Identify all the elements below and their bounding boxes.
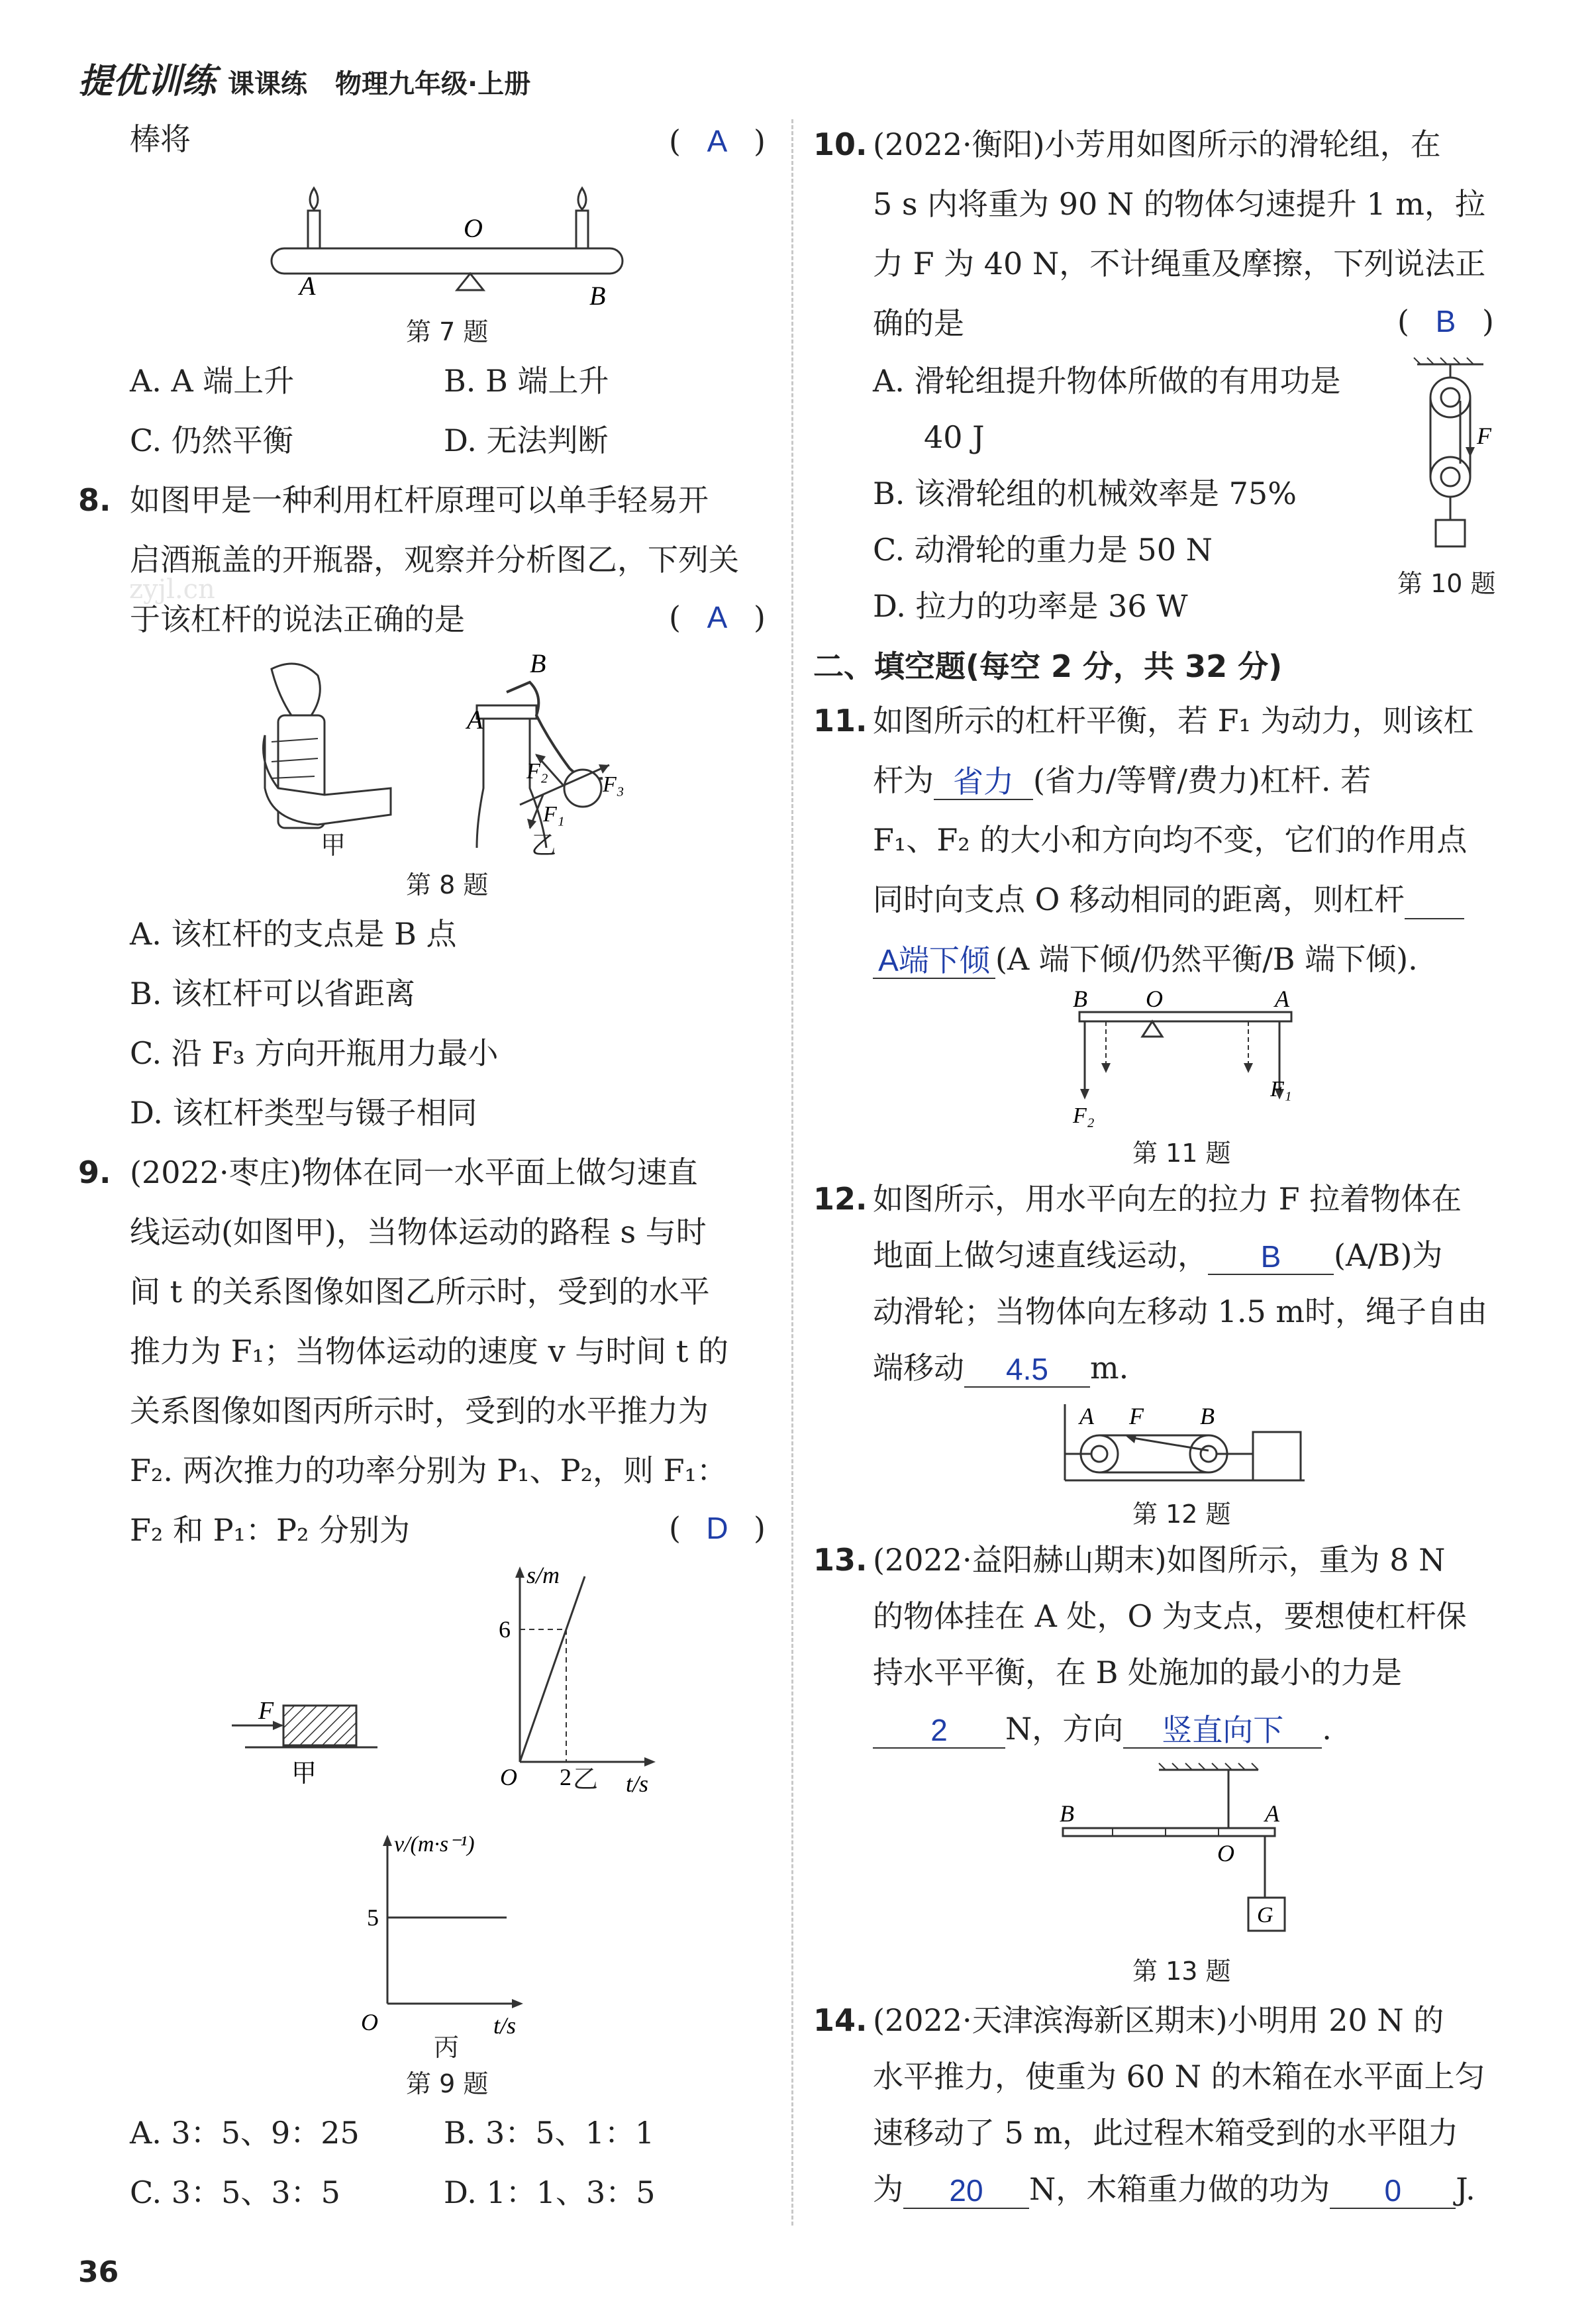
q8-answer-value: A [707, 600, 728, 635]
q14-blank-2[interactable]: 0 [1330, 2173, 1456, 2209]
q10-number: 10. [813, 127, 868, 162]
q10-answer-value: B [1435, 304, 1456, 338]
q8-stem-line: 如图甲是一种利用杠杆原理可以单手轻易开 [130, 482, 709, 518]
q9-jia-label: 甲 [291, 1760, 317, 1788]
bing-y-axis-label: v/(m·s⁻¹) [394, 1832, 475, 1857]
q7-answer-value: A [707, 124, 728, 158]
q14-stem-line: 速移动了 5 m，此过程木箱受到的水平阻力 [873, 2115, 1459, 2151]
q11-stem-line [873, 760, 1371, 800]
q11-stem-line [873, 939, 1418, 979]
q10-option-b: B. 该滑轮组的机械效率是 75% [873, 476, 1297, 511]
q7-answer: ( A ) [669, 123, 766, 159]
q14-text: J. [1456, 2171, 1475, 2207]
q9-stem-line: 推力为 F₁；当物体运动的速度 v 与时间 t 的 [130, 1333, 728, 1369]
q9-stem-line: F₂ 和 P₁：P₂ 分别为 [130, 1512, 411, 1548]
q12-stem-line [873, 1348, 1128, 1388]
q8-label-B: B [530, 648, 546, 678]
q9-answer-value: D [706, 1511, 728, 1545]
q8-number: 8. [78, 482, 111, 518]
watermark: zyjl.cn [129, 574, 215, 605]
q9-number: 9. [78, 1154, 111, 1190]
q13-blank-2[interactable]: 竖直向下 [1123, 1713, 1322, 1749]
q10-option-a: A. 滑轮组提升物体所做的有用功是 [873, 363, 1341, 399]
q9-stem-line: 间 t 的关系图像如图乙所示时，受到的水平 [130, 1274, 710, 1309]
q11-label-A: A [1275, 986, 1289, 1012]
q8-stem-line: 于该杠杆的说法正确的是 [130, 601, 465, 637]
q7-label-B: B [589, 281, 606, 311]
q10-figure [1411, 358, 1523, 563]
q10-stem-line: 确的是 [873, 305, 964, 341]
q12-stem-line [873, 1235, 1442, 1275]
q11-caption: 第 11 题 [1132, 1139, 1231, 1168]
q9-stem-line: F₂. 两次推力的功率分别为 P₁、P₂，则 F₁： [130, 1453, 727, 1488]
column-divider [791, 119, 793, 2226]
q13-stem-line: (2022·益阳赫山期末)如图所示，重为 8 N [873, 1542, 1446, 1578]
q9-chart-bing [358, 1825, 570, 2037]
q12-label-A: A [1079, 1403, 1094, 1429]
yi-y-tick: 6 [499, 1616, 511, 1643]
q7-figure [265, 179, 636, 318]
q8-option-d: D. 该杠杆类型与镊子相同 [130, 1095, 477, 1131]
q9-jia-force-label: F [258, 1697, 274, 1725]
q13-text: N，方向 [1005, 1711, 1124, 1747]
bing-origin: O [361, 2009, 378, 2035]
q9-bing-label: 丙 [434, 2033, 460, 2062]
section-heading [813, 642, 1282, 686]
q11-label-B: B [1073, 986, 1087, 1012]
q8-label-F3: F₃ [603, 772, 624, 797]
q7-label-O: O [464, 213, 483, 243]
q8-label-A: A [467, 705, 483, 735]
q11-blank-2[interactable]: A端下倾 [873, 943, 995, 979]
q8-option-a: A. 该杠杆的支点是 B 点 [130, 916, 457, 952]
q11-label-O: O [1146, 986, 1163, 1012]
q9-stem-line: 关系图像如图丙所示时，受到的水平推力为 [130, 1393, 709, 1429]
q11-text: (省力/等臂/费力)杠杆. 若 [1033, 762, 1372, 798]
yi-series-line [520, 1576, 585, 1762]
q13-figure [1060, 1762, 1311, 1954]
q9-answer: ( D ) [669, 1510, 766, 1546]
q12-caption: 第 12 题 [1132, 1500, 1231, 1529]
q10-force-label: F [1477, 423, 1491, 449]
q8-caption: 第 8 题 [406, 870, 489, 899]
q10-option-d: D. 拉力的功率是 36 W [873, 588, 1188, 624]
q12-stem-line: 如图所示，用水平向左的拉力 F 拉着物体在 [873, 1181, 1462, 1217]
q12-text: (A/B)为 [1334, 1237, 1443, 1273]
q11-figure [1060, 987, 1318, 1133]
yi-origin: O [500, 1764, 517, 1790]
q13-blank-1[interactable]: 2 [873, 1713, 1005, 1749]
q12-label-B: B [1200, 1403, 1215, 1429]
q13-caption: 第 13 题 [1132, 1957, 1231, 1986]
q10-stem-line: 5 s 内将重为 90 N 的物体匀速提升 1 m，拉 [873, 186, 1485, 222]
q7-label-A: A [299, 271, 316, 301]
q8-subcaption-jia: 甲 [321, 831, 346, 860]
q11-text: 杆为 [873, 762, 934, 798]
q14-stem-line: (2022·天津滨海新区期末)小明用 20 N 的 [873, 2002, 1444, 2038]
book-title: 物理九年级·上册 [335, 69, 531, 99]
yi-x-axis-label: t/s [626, 1770, 649, 1797]
q13-label-O: O [1217, 1840, 1234, 1867]
q12-figure [1060, 1398, 1311, 1497]
q11-number: 11. [813, 703, 868, 739]
series-name: 课课练 [228, 69, 308, 99]
q12-stem-line: 动滑轮；当物体向左移动 1.5 m时，绳子自由 [873, 1294, 1488, 1329]
q8-subcaption-yi: 乙 [531, 831, 557, 860]
q10-stem-line: (2022·衡阳)小芳用如图所示的滑轮组，在 [873, 127, 1441, 162]
q12-text: m. [1090, 1350, 1129, 1386]
q11-stem-line: 如图所示的杠杆平衡，若 F₁ 为动力，则该杠 [873, 703, 1474, 739]
q13-label-B: B [1060, 1800, 1074, 1827]
q9-yi-label: 乙 [573, 1765, 599, 1794]
q8-option-c: C. 沿 F₃ 方向开瓶用力最小 [130, 1035, 499, 1071]
q12-blank-2[interactable]: 4.5 [964, 1352, 1090, 1388]
bing-x-axis-label: t/s [493, 2012, 517, 2039]
q13-stem-line: 持水平平衡，在 B 处施加的最小的力是 [873, 1655, 1403, 1690]
page-header [78, 53, 530, 103]
q9-option-b: B. 3：5、1：1 [444, 2115, 655, 2151]
q12-text: 地面上做匀速直线运动， [873, 1237, 1208, 1273]
q13-stem-line [873, 1709, 1332, 1749]
q11-text: (A 端下倾/仍然平衡/B 端下倾). [995, 941, 1418, 977]
q7-option-b: B. B 端上升 [444, 363, 609, 399]
section-title: 二、填空题(每空 2 分，共 32 分) [813, 648, 1283, 684]
yi-x-tick: 2 [560, 1764, 572, 1790]
q7-option-d: D. 无法判断 [444, 423, 609, 458]
yi-y-axis-label: s/m [526, 1562, 560, 1588]
q9-option-a: A. 3：5、9：25 [130, 2115, 360, 2151]
q12-blank-1[interactable]: B [1208, 1239, 1334, 1275]
q7-caption: 第 7 题 [406, 317, 489, 346]
q10-caption: 第 10 题 [1397, 569, 1496, 598]
q14-text: N，木箱重力做的功为 [1029, 2171, 1330, 2207]
q8-option-b: B. 该杠杆可以省距离 [130, 976, 416, 1011]
q11-label-F2: F₂ [1073, 1103, 1095, 1128]
q9-caption: 第 9 题 [406, 2069, 489, 2098]
q14-number: 14. [813, 2002, 868, 2038]
q14-blank-1[interactable]: 20 [903, 2173, 1029, 2209]
q9-fig-jia [225, 1696, 377, 1788]
q7-option-c: C. 仍然平衡 [130, 423, 293, 458]
q13-label-G: G [1257, 1903, 1273, 1927]
q9-stem-line: (2022·枣庄)物体在同一水平面上做匀速直 [130, 1154, 698, 1190]
q13-number: 13. [813, 1542, 868, 1578]
q14-stem-line: 水平推力，使重为 60 N 的木箱在水平面上匀 [873, 2059, 1485, 2094]
q11-blank-2-start[interactable] [1405, 884, 1464, 919]
brand-logo: 提优训练 [78, 62, 217, 101]
q7-option-a: A. A 端上升 [130, 363, 295, 399]
q8-stem-line: 启酒瓶盖的开瓶器，观察并分析图乙，下列关 [130, 542, 739, 578]
bing-y-tick: 5 [367, 1904, 379, 1931]
page-number: 36 [78, 2255, 119, 2289]
q11-text: 同时向支点 O 移动相同的距离，则杠杆 [873, 882, 1405, 917]
q13-stem-line: 的物体挂在 A 处，O 为支点，要想使杠杆保 [873, 1598, 1467, 1634]
q8-figure [252, 648, 662, 861]
q8-answer: ( A ) [669, 599, 766, 635]
q10-option-a-cont: 40 J [924, 419, 985, 455]
q10-option-c: C. 动滑轮的重力是 50 N [873, 532, 1213, 568]
q10-answer: ( B ) [1397, 303, 1494, 339]
q7-stem-tail: 棒将 [130, 121, 191, 157]
q9-option-c: C. 3：5、3：5 [130, 2175, 340, 2210]
q11-stem-line [873, 880, 1464, 919]
q13-label-A: A [1265, 1800, 1279, 1827]
q14-text: 为 [873, 2171, 903, 2207]
q11-label-F1: F₁ [1270, 1077, 1292, 1101]
q9-stem-line: 线运动(如图甲)，当物体运动的路程 s 与时 [130, 1214, 707, 1250]
q12-number: 12. [813, 1181, 868, 1217]
q14-stem-line [873, 2169, 1475, 2209]
q9-option-d: D. 1：1、3：5 [444, 2175, 656, 2210]
q8-label-F1: F₁ [543, 802, 565, 827]
q8-label-F2: F₂ [526, 759, 548, 784]
q13-text: . [1322, 1711, 1332, 1747]
q12-label-F: F [1129, 1403, 1144, 1429]
q12-text: 端移动 [873, 1350, 964, 1386]
q10-stem-line: 力 F 为 40 N，不计绳重及摩擦，下列说法正 [873, 246, 1486, 282]
q11-stem-line: F₁、F₂ 的大小和方向均不变，它们的作用点 [873, 822, 1468, 858]
q11-blank-1[interactable]: 省力 [934, 764, 1033, 800]
